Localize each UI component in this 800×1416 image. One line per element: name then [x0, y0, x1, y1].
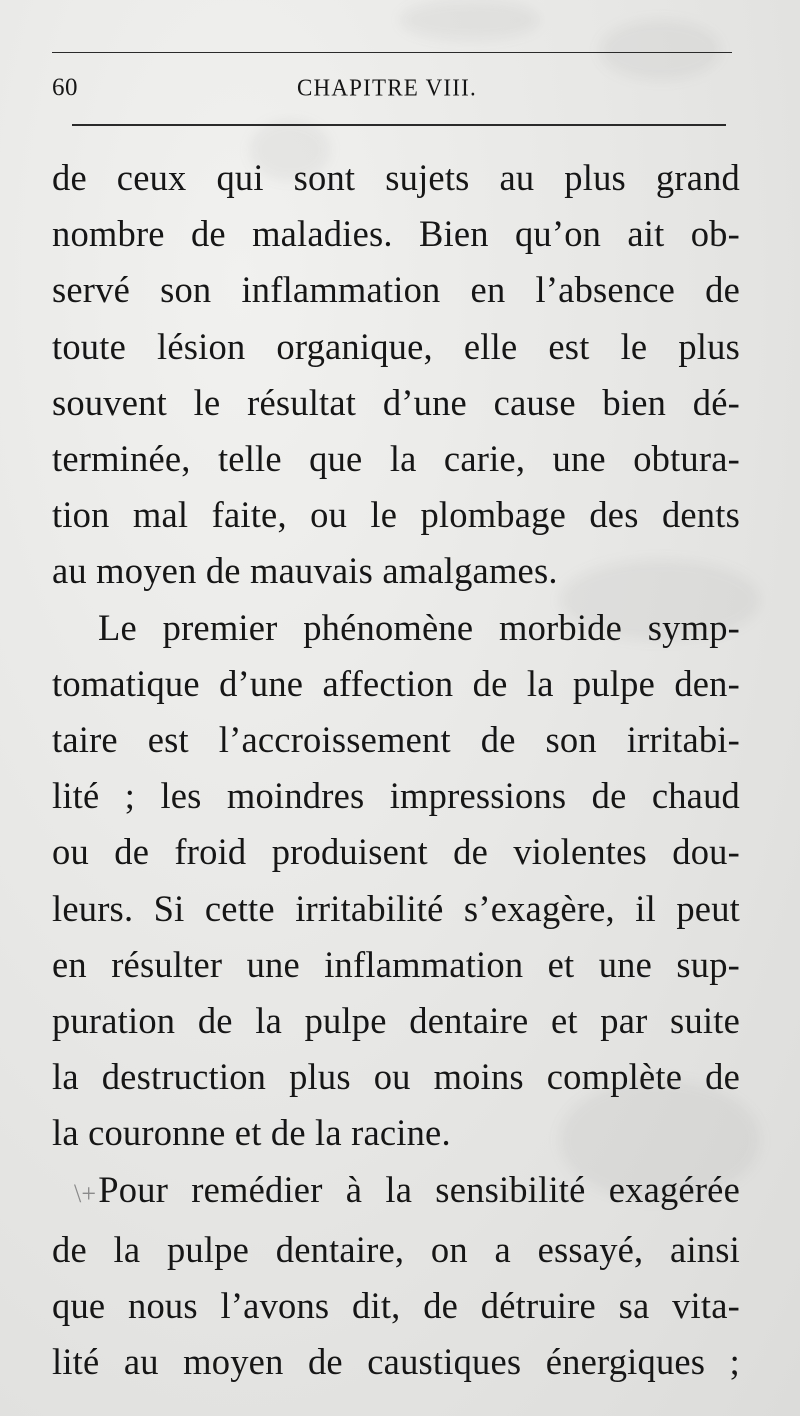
text-line: terminée, telle que la carie, une obtura-: [52, 438, 740, 480]
page-number: 60: [52, 74, 78, 101]
text-line: leurs. Si cette irritabilité s’exagère, il peut: [52, 887, 740, 929]
text-line: de ceux qui sont sujets au plus grand: [52, 157, 740, 198]
text-line: lité au moyen de caustiques énergiques ;: [52, 1341, 740, 1383]
running-head: CHAPITRE VIII.: [297, 74, 477, 101]
text-line: de la pulpe dentaire, on a essayé, ainsi: [52, 1228, 740, 1270]
margin-mark: \+: [74, 1178, 97, 1208]
text-line: que nous l’avons dit, de détruire sa vita-: [52, 1285, 740, 1327]
text-line: tion mal faite, ou le plombage des dents: [52, 494, 740, 536]
text-line: toute lésion organique, elle est le plus: [52, 325, 740, 367]
text-line: nombre de maladies. Bien qu’on ait ob-: [52, 213, 740, 255]
text-line: la destruction plus ou moins complète de: [52, 1056, 740, 1098]
text-line: puration de la pulpe dentaire et par suite: [52, 1000, 740, 1042]
text-line: souvent le résultat d’une cause bien dé-: [52, 381, 740, 423]
text-line: taire est l’accroissement de son irritabi-: [52, 719, 740, 761]
text-line: au moyen de mauvais amalgames.: [52, 550, 558, 592]
page-header: [52, 74, 732, 104]
text-line: lité ; les moindres impressions de chaud: [52, 775, 740, 817]
text-line: ou de froid produisent de violentes dou-: [52, 831, 740, 873]
header-rule-top: [52, 52, 732, 53]
text-line: Pour remédier à la sensibilité exagérée: [98, 1168, 740, 1210]
header-rule-bottom: [72, 124, 726, 126]
text-line: Le premier phénomène morbide symp-: [98, 606, 740, 648]
text-line: en résulter une inflammation et une sup-: [52, 943, 740, 985]
text-line: la couronne et de la racine.: [52, 1112, 451, 1154]
text-line-with-mark: [52, 1162, 740, 1222]
text-line: tomatique d’une affection de la pulpe den-: [52, 662, 740, 704]
text-line: servé son inflammation en l’absence de: [52, 269, 740, 311]
body-text: [52, 150, 740, 1390]
